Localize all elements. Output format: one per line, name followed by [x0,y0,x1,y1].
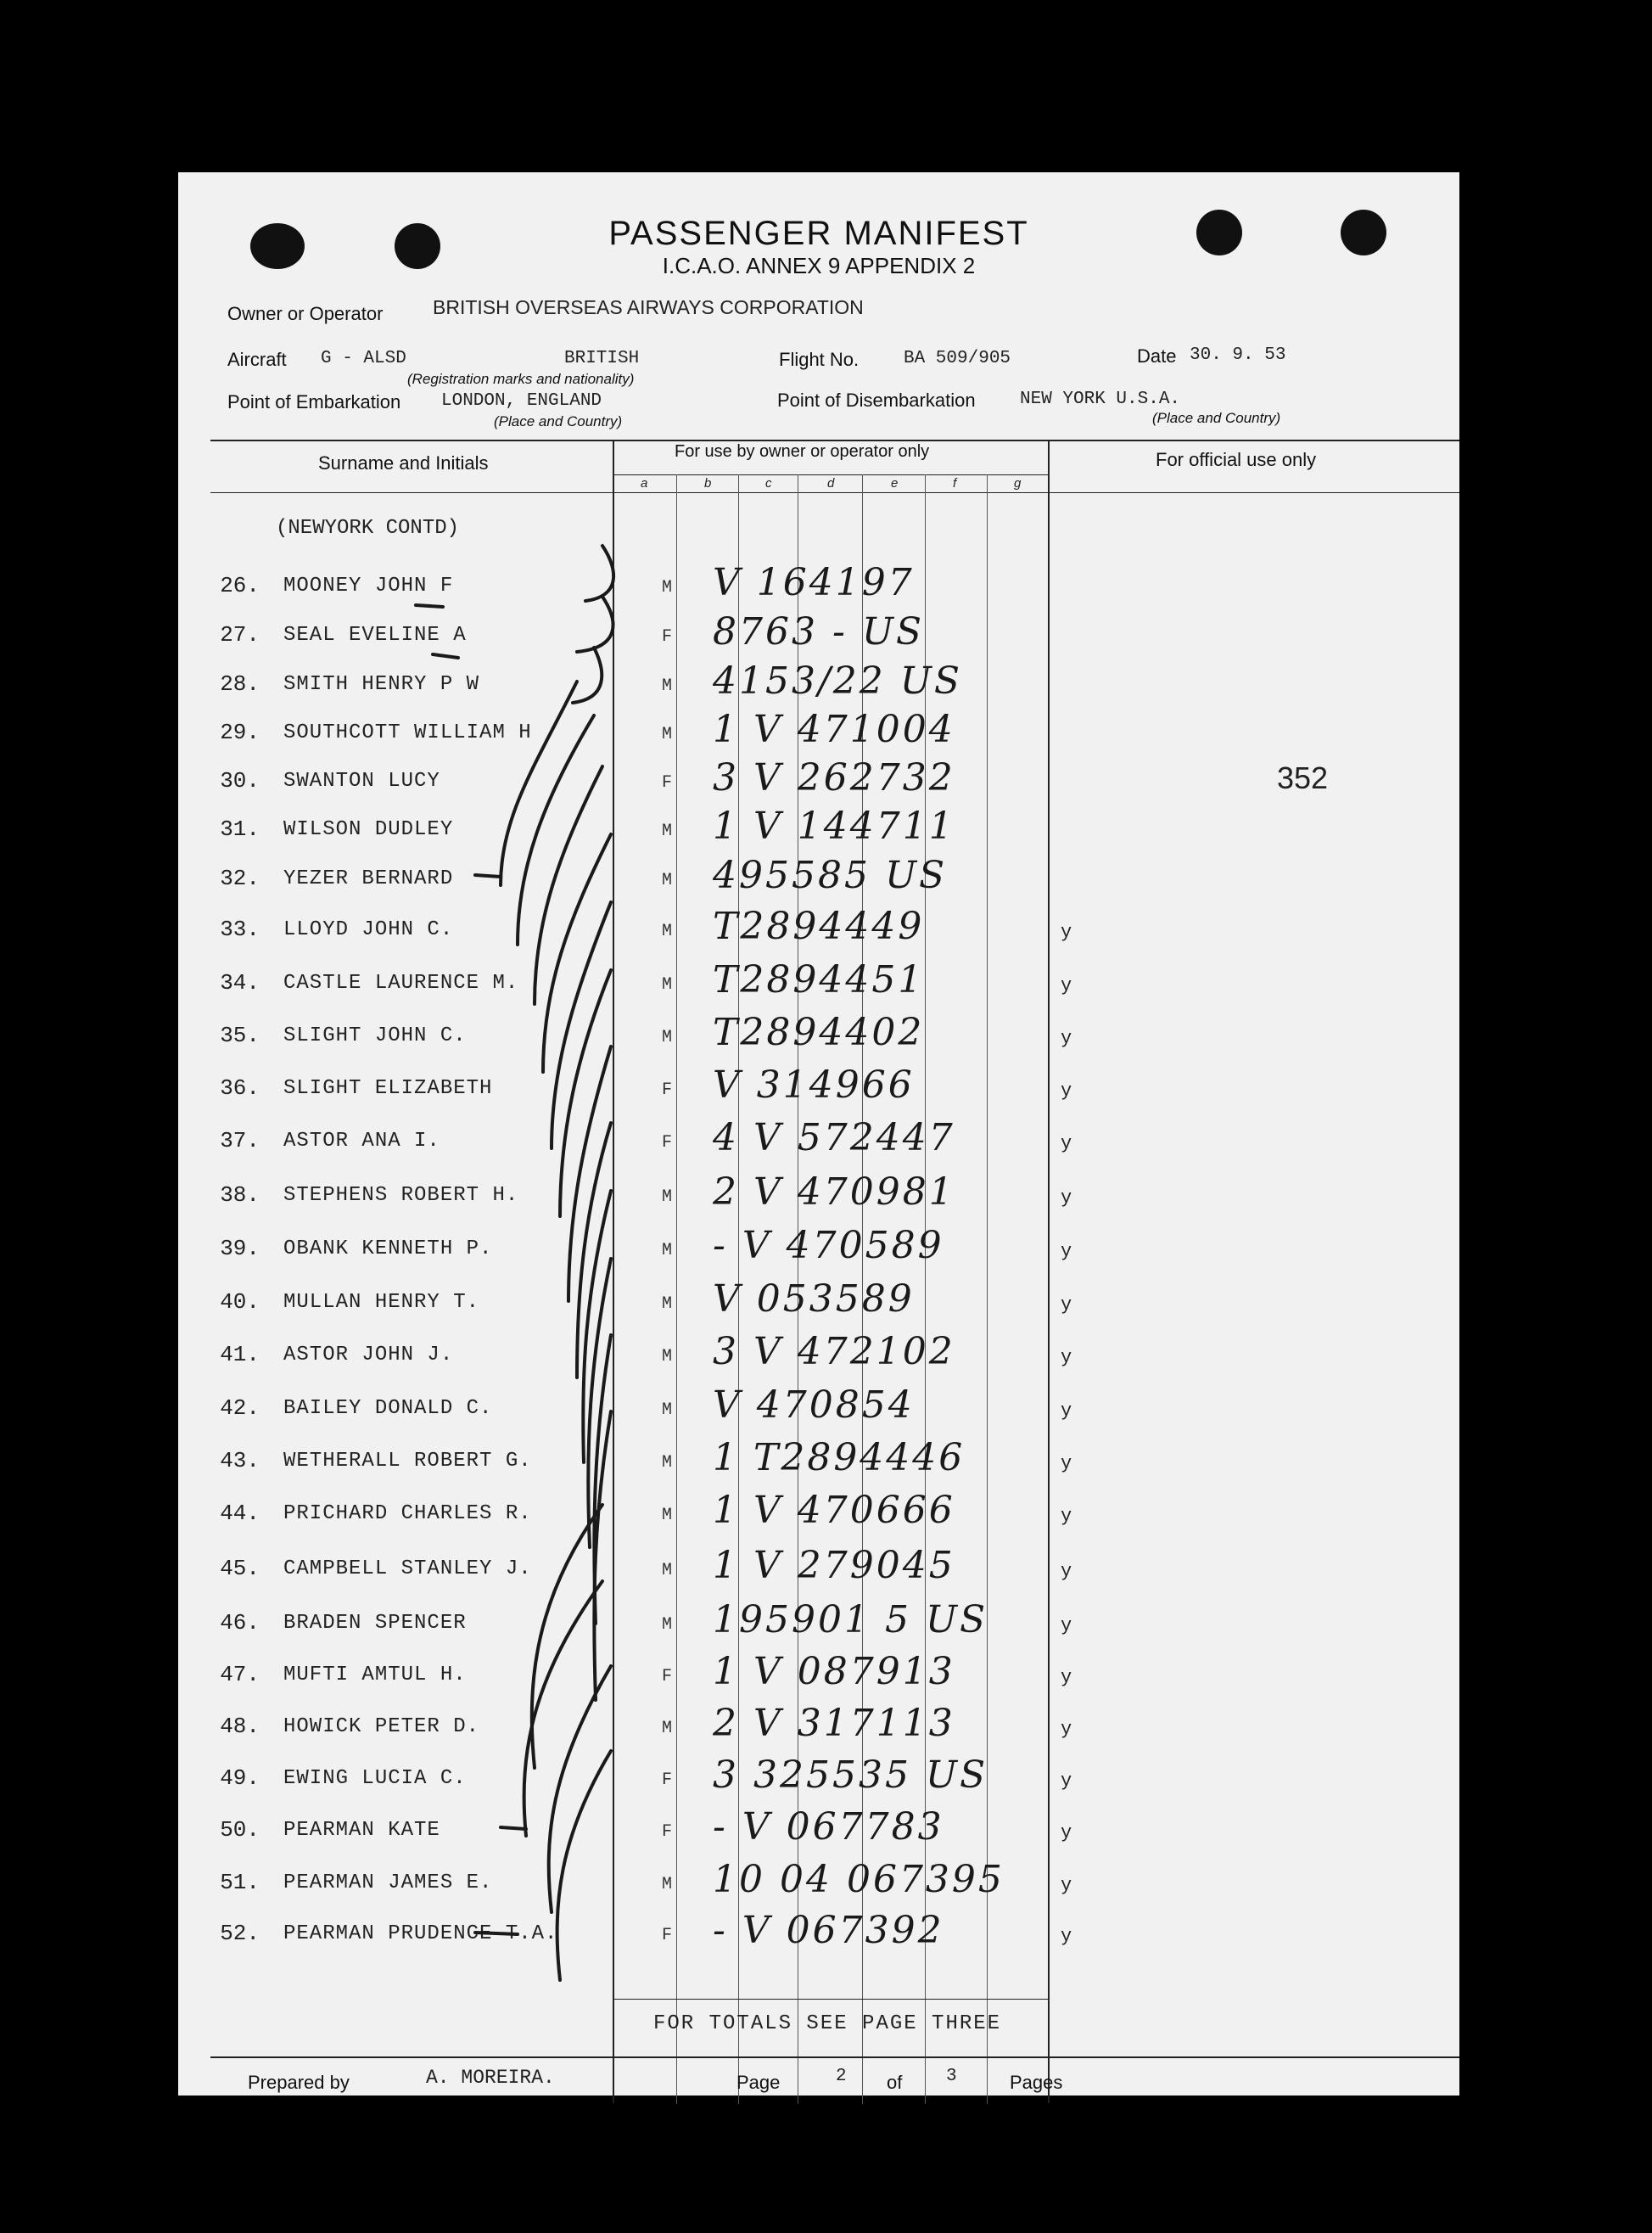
passenger-sex: M [662,1347,673,1366]
aircraft-value: G - ALSD [321,349,406,368]
passenger-name: WETHERALL ROBERT G. [283,1450,532,1473]
handwritten-entry: - V 067783 [713,1805,944,1849]
handwritten-entry: 2 V 470981 [713,1170,955,1214]
row-number: 43. [220,1448,260,1473]
official-mark: y [1061,1667,1072,1688]
pages-label: Pages [1010,2072,1063,2093]
flight-label: Flight No. [779,349,860,370]
subcol-d: d [827,476,835,491]
row-number: 30. [220,768,260,794]
official-mark: y [1061,975,1072,996]
handwritten-entry: V 314966 [713,1063,915,1107]
embarkation-label: Point of Embarkation [227,391,401,412]
row-number: 37. [220,1128,260,1153]
total-pages-value: 3 [946,2067,957,2086]
handwritten-entry: 1 V 279045 [713,1544,955,1587]
passenger-sex: M [662,1561,673,1580]
passenger-sex: F [662,1770,673,1790]
official-mark: y [1061,1506,1072,1527]
passenger-sex: M [662,975,673,995]
passenger-name: STEPHENS ROBERT H. [283,1184,519,1207]
handwritten-entry: 1 V 144711 [713,805,955,848]
subcol-b: b [704,476,712,491]
passenger-sex: M [662,578,673,598]
handwritten-entry: T2894449 [713,905,925,948]
passenger-name: BAILEY DONALD C. [283,1397,493,1420]
row-number: 50. [220,1817,260,1843]
official-mark: y [1061,1347,1072,1368]
official-mark: y [1061,922,1072,943]
handwritten-entry: 2 V 317113 [713,1702,955,1745]
row-number: 32. [220,866,260,891]
official-mark: y [1061,1294,1072,1316]
handwritten-entry: 10 04 067395 [713,1858,1005,1901]
passenger-sex: M [662,1875,673,1894]
subcol-f: f [953,476,957,491]
passenger-sex: F [662,1926,673,1945]
row-number: 42. [220,1395,260,1421]
passenger-name: MUFTI AMTUL H. [283,1664,467,1686]
passenger-sex: F [662,1080,673,1100]
handwritten-entry: T2894402 [713,1011,925,1054]
passenger-sex: F [662,1667,673,1686]
date-label: Date [1137,345,1177,367]
handwritten-entry: T2894451 [713,958,925,1001]
page-label: Page [736,2072,781,2093]
passenger-name: ASTOR JOHN J. [283,1344,454,1366]
disembarkation-note: (Place and Country) [1152,410,1281,426]
passenger-sex: M [662,1294,673,1314]
prepared-by-label: Prepared by [248,2072,350,2093]
official-mark: y [1061,1400,1072,1422]
passenger-name: MULLAN HENRY T. [283,1291,480,1314]
passenger-name: CASTLE LAURENCE M. [283,972,519,995]
row-number: 33. [220,917,260,942]
handwritten-entry: 1 T2894446 [713,1436,966,1479]
continued-note: (NEWYORK CONTD) [276,517,460,540]
passenger-name: LLOYD JOHN C. [283,918,454,941]
passenger-name: ASTOR ANA I. [283,1130,440,1153]
row-number: 48. [220,1714,260,1739]
row-number: 52. [220,1921,260,1946]
passenger-sex: M [662,822,673,841]
passenger-name: SLIGHT ELIZABETH [283,1077,493,1100]
official-mark: y [1061,1133,1072,1154]
date-value: 30. 9. 53 [1190,345,1286,365]
row-number: 46. [220,1610,260,1635]
owner-label: Owner or Operator [227,303,384,324]
handwritten-entry: V 470854 [713,1383,915,1427]
passenger-sex: M [662,1028,673,1047]
handwritten-entry: 1 V 087913 [713,1650,955,1693]
passenger-name: PEARMAN KATE [283,1819,440,1842]
passenger-sex: M [662,1453,673,1473]
handwritten-entry: 495585 US [713,854,948,897]
owner-value: BRITISH OVERSEAS AIRWAYS CORPORATION [433,296,864,318]
aircraft-label: Aircraft [227,349,287,370]
totals-note: FOR TOTALS SEE PAGE THREE [653,2012,1002,2035]
row-number: 34. [220,970,260,996]
row-number: 38. [220,1182,260,1208]
official-mark: y [1061,1822,1072,1843]
handwritten-entry: - V 067392 [713,1909,944,1952]
handwritten-entry: 4 V 572447 [713,1116,955,1159]
passenger-sex: M [662,676,673,696]
subcol-c: c [765,476,772,491]
handwritten-entry: 8763 - US [713,610,925,654]
passenger-name: SMITH HENRY P W [283,673,480,696]
passenger-sex: M [662,1241,673,1260]
official-mark: y [1061,1875,1072,1896]
document-subtitle: I.C.A.O. ANNEX 9 APPENDIX 2 [662,253,976,278]
row-number: 31. [220,816,260,842]
handwritten-entry: 1 V 470666 [713,1489,955,1532]
row-number: 36. [220,1075,260,1101]
passenger-sex: F [662,1822,673,1842]
row-number: 28. [220,671,260,697]
row-number: 49. [220,1765,260,1791]
passenger-sex: M [662,725,673,744]
official-mark: y [1061,1028,1072,1049]
passenger-name: HOWICK PETER D. [283,1715,480,1738]
passenger-sex: M [662,1187,673,1207]
row-number: 47. [220,1662,260,1687]
column-header-surname: Surname and Initials [318,452,489,474]
passenger-sex: F [662,773,673,793]
official-mark: y [1061,1241,1072,1262]
passenger-name: PEARMAN JAMES E. [283,1871,493,1894]
passenger-sex: M [662,1506,673,1525]
passenger-sex: M [662,1400,673,1420]
passenger-sex: M [662,922,673,941]
handwritten-entry: V 164197 [713,561,915,604]
row-number: 41. [220,1342,260,1367]
passenger-sex: M [662,1719,673,1738]
passenger-sex: M [662,1615,673,1635]
handwritten-entry: 3 325535 US [713,1753,988,1797]
row-number: 40. [220,1289,260,1315]
handwritten-entry: 4153/22 US [713,659,962,703]
passenger-name: SWANTON LUCY [283,770,440,793]
row-number: 26. [220,573,260,598]
handwritten-checkmarks [178,172,1459,2096]
official-mark: y [1061,1187,1072,1209]
subcol-a: a [641,476,648,491]
official-number: 352 [1277,760,1329,795]
passenger-name: SEAL EVELINE A [283,624,467,647]
handwritten-entry: 195901 5 US [713,1598,988,1641]
row-number: 39. [220,1236,260,1261]
prepared-by-value: A. MOREIRA. [426,2067,555,2089]
official-mark: y [1061,1453,1072,1474]
column-header-official: For official use only [1156,449,1317,470]
passenger-name: BRADEN SPENCER [283,1612,467,1635]
disembarkation-value: NEW YORK U.S.A. [1020,390,1181,409]
handwritten-entry: - V 470589 [713,1224,944,1267]
official-mark: y [1061,1080,1072,1102]
passenger-name: CAMPBELL STANLEY J. [283,1557,532,1580]
of-label: of [887,2072,903,2093]
flight-value: BA 509/905 [904,349,1011,368]
subcol-e: e [891,476,899,491]
passenger-name: MOONEY JOHN F [283,575,454,598]
passenger-name: EWING LUCIA C. [283,1767,467,1790]
page-value: 2 [836,2067,847,2086]
nationality-value: BRITISH [564,349,640,368]
official-mark: y [1061,1561,1072,1582]
embarkation-value: LONDON, ENGLAND [441,391,602,411]
row-number: 51. [220,1870,260,1895]
embarkation-note: (Place and Country) [494,413,623,429]
passenger-sex: F [662,627,673,647]
passenger-sex: M [662,871,673,890]
passenger-name: PEARMAN PRUDENCE T.A. [283,1922,558,1945]
row-number: 45. [220,1556,260,1581]
registration-note: (Registration marks and nationality) [407,371,635,387]
manifest-sheet [178,172,1459,2096]
handwritten-entry: 3 V 262732 [713,756,955,800]
official-mark: y [1061,1719,1072,1740]
passenger-sex: F [662,1133,673,1153]
disembarkation-label: Point of Disembarkation [777,390,976,411]
column-header-operator: For use by owner or operator only [675,442,930,461]
row-number: 29. [220,720,260,745]
subcol-g: g [1014,476,1022,491]
handwritten-entry: V 053589 [713,1277,915,1321]
row-number: 27. [220,622,260,648]
passenger-name: SLIGHT JOHN C. [283,1024,467,1047]
passenger-name: WILSON DUDLEY [283,818,454,841]
official-mark: y [1061,1926,1072,1947]
official-mark: y [1061,1615,1072,1636]
passenger-name: YEZER BERNARD [283,867,454,890]
row-number: 35. [220,1023,260,1048]
handwritten-entry: 1 V 471004 [713,708,955,751]
official-mark: y [1061,1770,1072,1792]
passenger-name: PRICHARD CHARLES R. [283,1502,532,1525]
passenger-name: OBANK KENNETH P. [283,1237,493,1260]
row-number: 44. [220,1501,260,1526]
handwritten-entry: 3 V 472102 [713,1330,955,1373]
passenger-name: SOUTHCOTT WILLIAM H [283,721,532,744]
document-title: PASSENGER MANIFEST [608,215,1029,252]
